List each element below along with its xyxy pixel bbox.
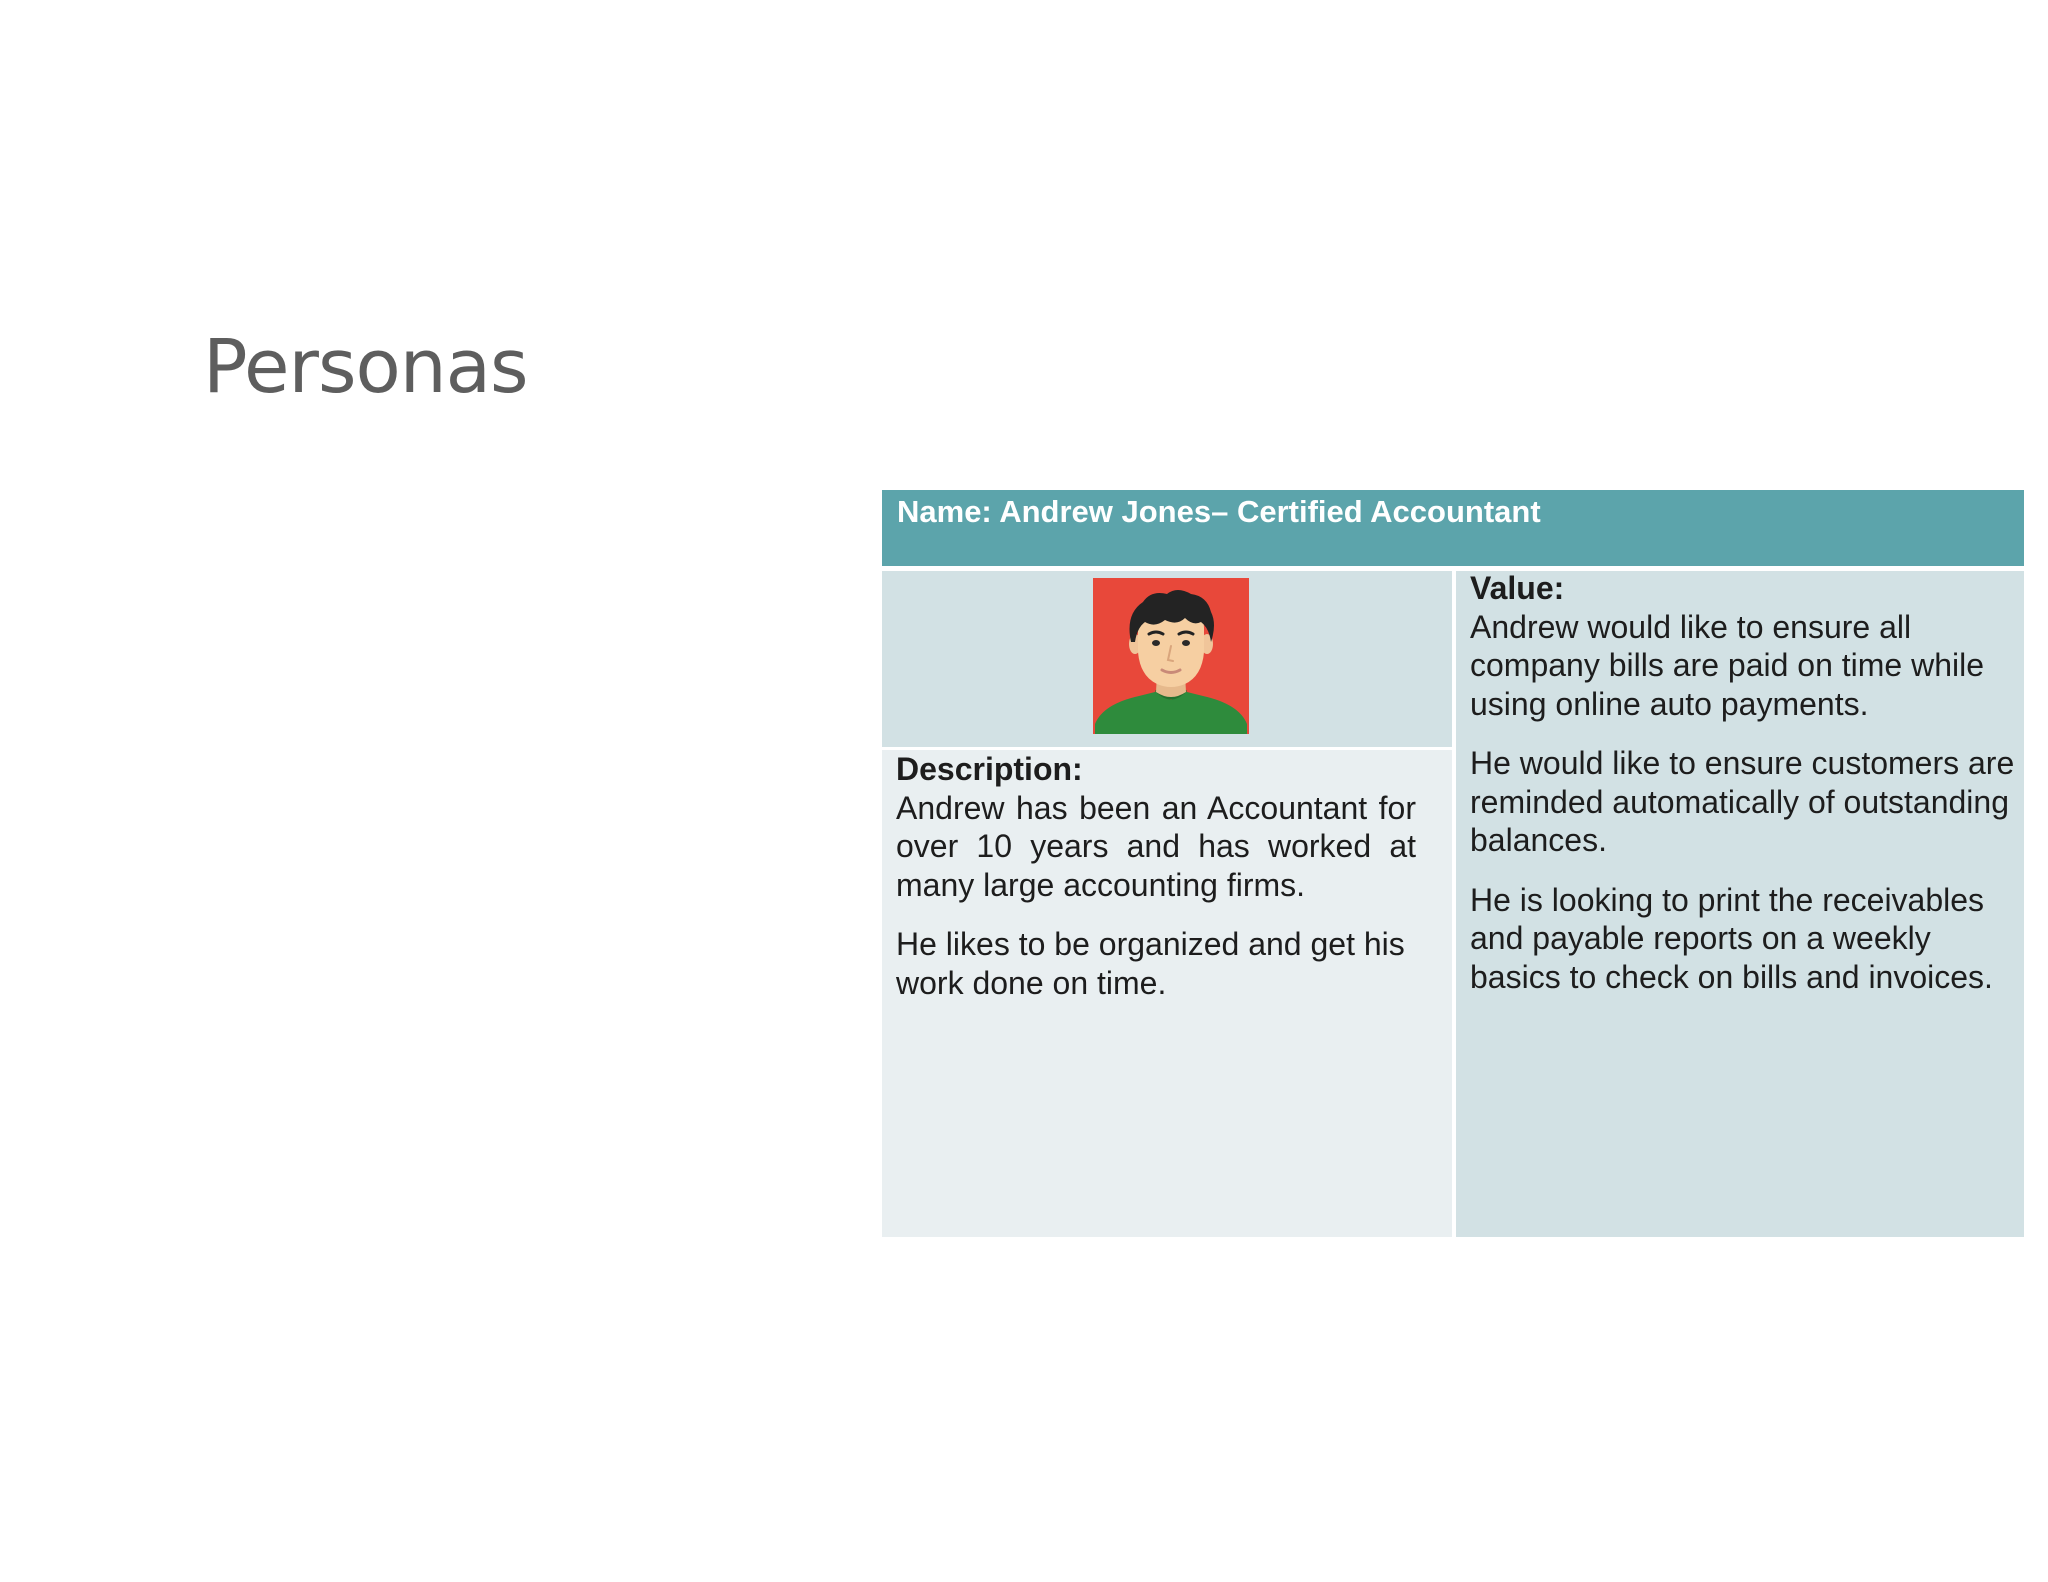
- description-paragraph: Andrew has been an Accountant for over 10 years and has worked at many large accounting firms.: [896, 789, 1416, 903]
- description-paragraph: He likes to be organized and get his work done on time.: [896, 926, 1405, 1001]
- value-cell: [1456, 571, 2024, 1237]
- person-avatar-icon: [1093, 578, 1249, 734]
- value-paragraph: He would like to ensure customers are reminded automatically of outstanding balances.: [1470, 745, 2015, 858]
- value-heading: Value:: [1470, 570, 1565, 606]
- persona-name: Name: Andrew Jones– Certified Accountant: [897, 494, 1541, 529]
- persona-table: [882, 490, 2024, 1237]
- description-cell: [882, 750, 1452, 1237]
- avatar-cell: [882, 571, 1452, 747]
- description-heading: Description:: [896, 751, 1083, 787]
- value-paragraph: Andrew would like to ensure all company bills are paid on time while using online auto payments.: [1470, 608, 1985, 722]
- value-paragraph: He is looking to print the receivables and payable reports on a weekly basics to check on bills and invoices.: [1470, 881, 1993, 995]
- slide-title: Personas: [203, 324, 528, 410]
- persona-header: [882, 490, 2024, 566]
